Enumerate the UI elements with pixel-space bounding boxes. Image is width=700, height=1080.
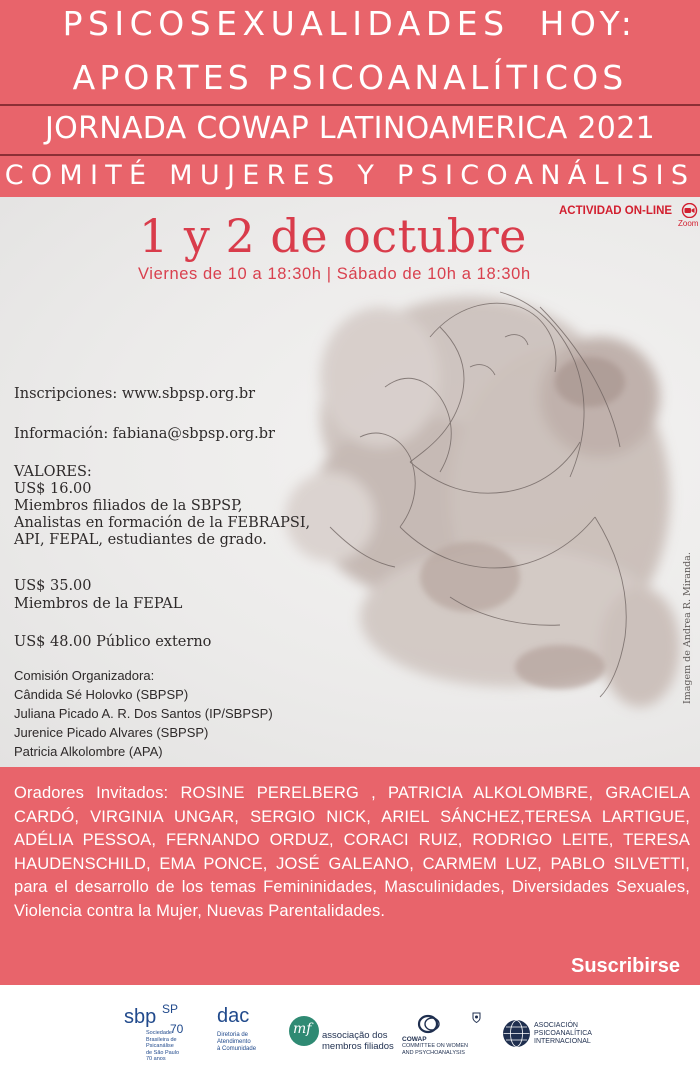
sbp-caption-line: 70 anos	[146, 1056, 166, 1062]
online-activity-badge: ACTIVIDAD ON-LINE	[559, 205, 673, 217]
price-1-desc-line: API, FEPAL, estudiantes de grado.	[14, 532, 267, 548]
speakers-text: Oradores Invitados: ROSINE PERELBERG , PATRICIA ALKOLOMBRE, GRACIELA CARDÓ, VIRGINIA UNGAR, SERGIO NICK, ARIEL SÁNCHEZ,TERESA LARTIGUE, ADÉLIA PESSOA, FERNANDO ORDUZ, CORACI RUIZ, RODRIGO LEITE, TERESA HAUDENSCHILD, EMA PONCE, JOSÉ GALEANO, CARMEM LUZ, PABLO SILVETTI, para el desarrollo de los temas Femininidades, Masculinidades, Diversidades Sexuales, Violencia contra la Mujer, Nuevas Parentalidades.	[14, 784, 690, 920]
mf-caption-line: associação dos	[322, 1030, 388, 1041]
dac-caption-line: Diretoria de	[217, 1032, 249, 1038]
committee-member: Juliana Picado A. R. Dos Santos (IP/SBPSP)	[14, 706, 273, 721]
price-1-desc-line: Miembros filiados de la SBPSP,	[14, 498, 243, 514]
dac-logo: dac	[217, 1005, 250, 1027]
prices-title: VALORES:	[14, 464, 92, 480]
price-1-desc-line: Analistas en formación de la FEBRAPSI,	[14, 515, 311, 531]
registration-line: Inscripciones: www.sbpsp.org.br	[14, 386, 256, 402]
cowap-logo-caption	[402, 1043, 468, 1056]
header-band	[0, 0, 700, 197]
cowap-logo-icon	[417, 1013, 443, 1035]
ipa-logo-caption	[534, 1022, 592, 1046]
price-3: US$ 48.00 Público externo	[14, 634, 212, 650]
mf-logo-caption	[322, 1030, 394, 1052]
ipa-caption-line: ASOCIACIÓN	[534, 1022, 578, 1029]
committee-member: Jurenice Picado Alvares (SBPSP)	[14, 725, 209, 740]
committee-member: Cândida Sé Holovko (SBPSP)	[14, 687, 189, 702]
ipa-caption-line: PSICOANALÍTICA	[534, 1030, 592, 1037]
image-credit: Imagem de Andrea R. Miranda.	[682, 552, 693, 704]
divider-top	[0, 104, 700, 106]
subscribe-button[interactable]: Suscribirse	[571, 955, 680, 977]
dac-caption-line: à Comunidade	[217, 1046, 257, 1052]
mf-caption-line: membros filiados	[322, 1041, 394, 1052]
jornada-title: JORNADA COWAP LATINOAMERICA 2021	[45, 111, 655, 146]
event-schedule: Viernes de 10 a 18:30h | Sábado de 10h a 18:30h	[138, 265, 531, 283]
speakers-band	[0, 767, 700, 985]
price-2: US$ 35.00	[14, 578, 92, 594]
cowap-caption-line: AND PSYCHOANALYSIS	[402, 1049, 465, 1056]
title-line-2: APORTES PSICOANALÍTICOS	[72, 58, 628, 97]
sbp-caption-line: Brasileira de	[146, 1036, 177, 1043]
sbp-caption-line: Sociedade	[146, 1030, 172, 1036]
sbp-caption-line: de São Paulo	[146, 1049, 180, 1056]
price-1: US$ 16.00	[14, 481, 92, 497]
sbp-logo-caption	[146, 1030, 179, 1063]
cowap-logo-title: COWAP	[402, 1036, 427, 1043]
dac-logo-caption	[217, 1032, 256, 1053]
divider-middle	[0, 154, 700, 156]
price-2-desc: Miembros de la FEPAL	[14, 596, 183, 612]
zoom-label: Zoom	[678, 219, 699, 228]
apa-emblem-icon	[472, 1012, 481, 1023]
event-date: 1 y 2 de octubre	[139, 209, 527, 263]
zoom-camera-icon	[680, 203, 699, 218]
title-line-1: PSICOSEXUALIDADES HOY:	[62, 4, 638, 43]
ipa-globe-icon	[502, 1019, 531, 1048]
cowap-caption-line: COMMITTEE ON WOMEN	[402, 1043, 468, 1049]
dac-caption-line: Atendimento	[217, 1039, 251, 1045]
comite-title: COMITÉ MUJERES Y PSICOANÁLISIS	[4, 160, 696, 191]
information-line: Información: fabiana@sbpsp.org.br	[14, 426, 275, 442]
sbp-caption-line: Psicanálise	[146, 1043, 174, 1049]
sbp-logo: sbp	[124, 1006, 157, 1028]
ipa-caption-line: INTERNACIONAL	[534, 1038, 591, 1045]
sbp-logo-sp: SP	[162, 1002, 179, 1016]
committee-title: Comisión Organizadora:	[14, 668, 155, 683]
sbp-logo-70: 70	[170, 1022, 184, 1036]
committee-member: Patricia Alkolombre (APA)	[14, 744, 163, 759]
mf-logo: mf	[293, 1021, 312, 1037]
